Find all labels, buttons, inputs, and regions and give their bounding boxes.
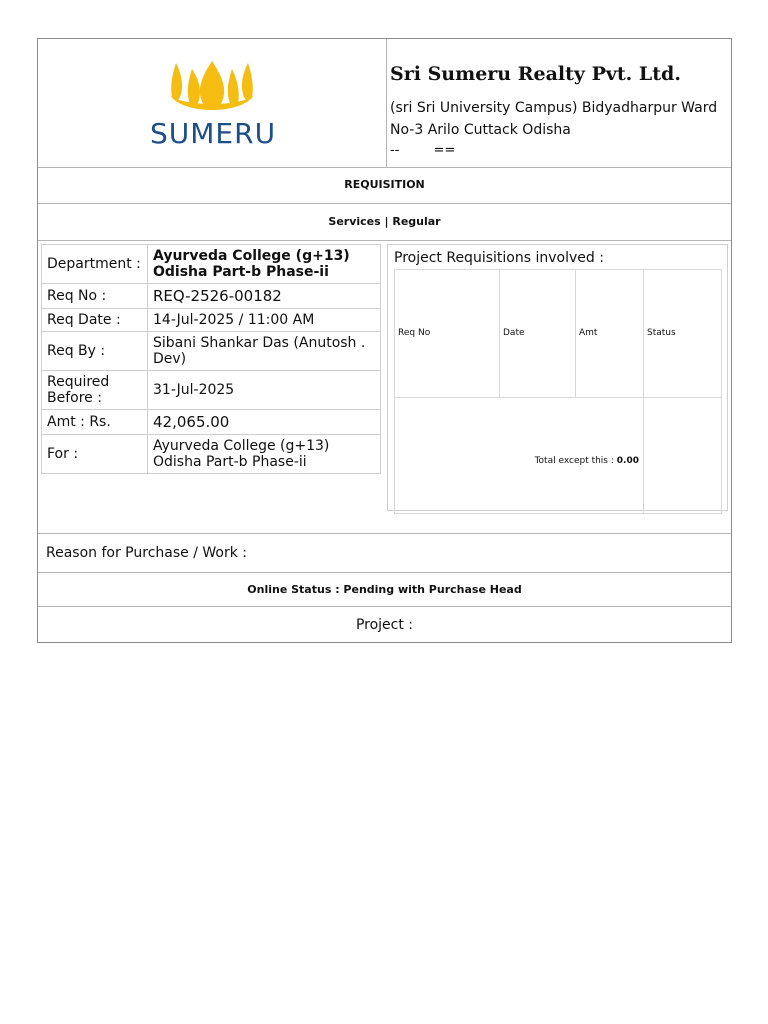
logo-text: SUMERU [150,117,277,150]
for-row [42,435,381,474]
req-date-row [42,309,381,332]
flame-left-inner [188,69,200,106]
total-label: Total except this : [534,456,614,466]
col-status-label: Status [647,328,676,338]
flame-center [200,61,224,110]
flame-left-outer [171,63,182,100]
col-amt-header [575,269,644,398]
document-header [38,39,731,168]
req-no-value: REQ-2526-00182 [148,284,381,309]
req-by-value: Sibani Shankar Das (Anutosh . Dev) [148,332,381,371]
logo-cell [38,39,387,167]
company-address: (sri Sri University Campus) Bidyadharpur Ward No-3 Arilo Cuttack Odisha [390,100,718,138]
req-no-row [42,284,381,309]
col-date-header [499,269,576,398]
department-label: Department : [42,245,148,284]
col-date-label: Date [503,328,525,338]
reason-for-purchase: Reason for Purchase / Work : [38,534,731,573]
flame-right-outer [242,63,253,100]
flame-right-inner [228,69,239,106]
total-value: 0.00 [616,456,639,466]
details-section [38,241,731,534]
col-amt-label: Amt [579,328,598,338]
online-status: Online Status : Pending with Purchase Head [38,573,731,607]
document-title: REQUISITION [38,167,731,204]
project-requisitions-table [394,269,722,501]
requisition-document [37,38,732,643]
amount-value: 42,065.00 [148,410,381,435]
amount-label: Amt : Rs. [42,410,148,435]
total-text [535,456,639,466]
company-extra: -- == [390,143,456,158]
amount-row [42,410,381,435]
total-status-cell [643,397,722,514]
department-row [42,245,381,284]
required-before-value: 31-Jul-2025 [148,371,381,410]
col-status-header [643,269,722,398]
company-cell [387,39,731,167]
for-label: For : [42,435,148,474]
required-before-label: Required Before : [42,371,148,410]
department-value: Ayurveda College (g+13) Odisha Part-b Phase-ii [148,245,381,284]
req-date-value: 14-Jul-2025 / 11:00 AM [148,309,381,332]
req-by-row [42,332,381,371]
req-by-label: Req By : [42,332,148,371]
req-date-label: Req Date : [42,309,148,332]
sumeru-flame-logo-icon [162,57,262,117]
for-value: Ayurveda College (g+13) Odisha Part-b Phase-ii [148,435,381,474]
project-requisitions-box [387,244,728,511]
col-req-no-label: Req No [398,328,431,338]
company-name: Sri Sumeru Realty Pvt. Ltd. [390,63,681,85]
project-requisitions-title: Project Requisitions involved : [394,250,604,266]
req-no-label: Req No : [42,284,148,309]
col-req-no-header [394,269,500,398]
requisition-type: Services | Regular [38,204,731,241]
project-label: Project : [355,617,414,633]
requisition-details-table [41,244,381,474]
required-before-row [42,371,381,410]
total-cell [394,397,644,514]
